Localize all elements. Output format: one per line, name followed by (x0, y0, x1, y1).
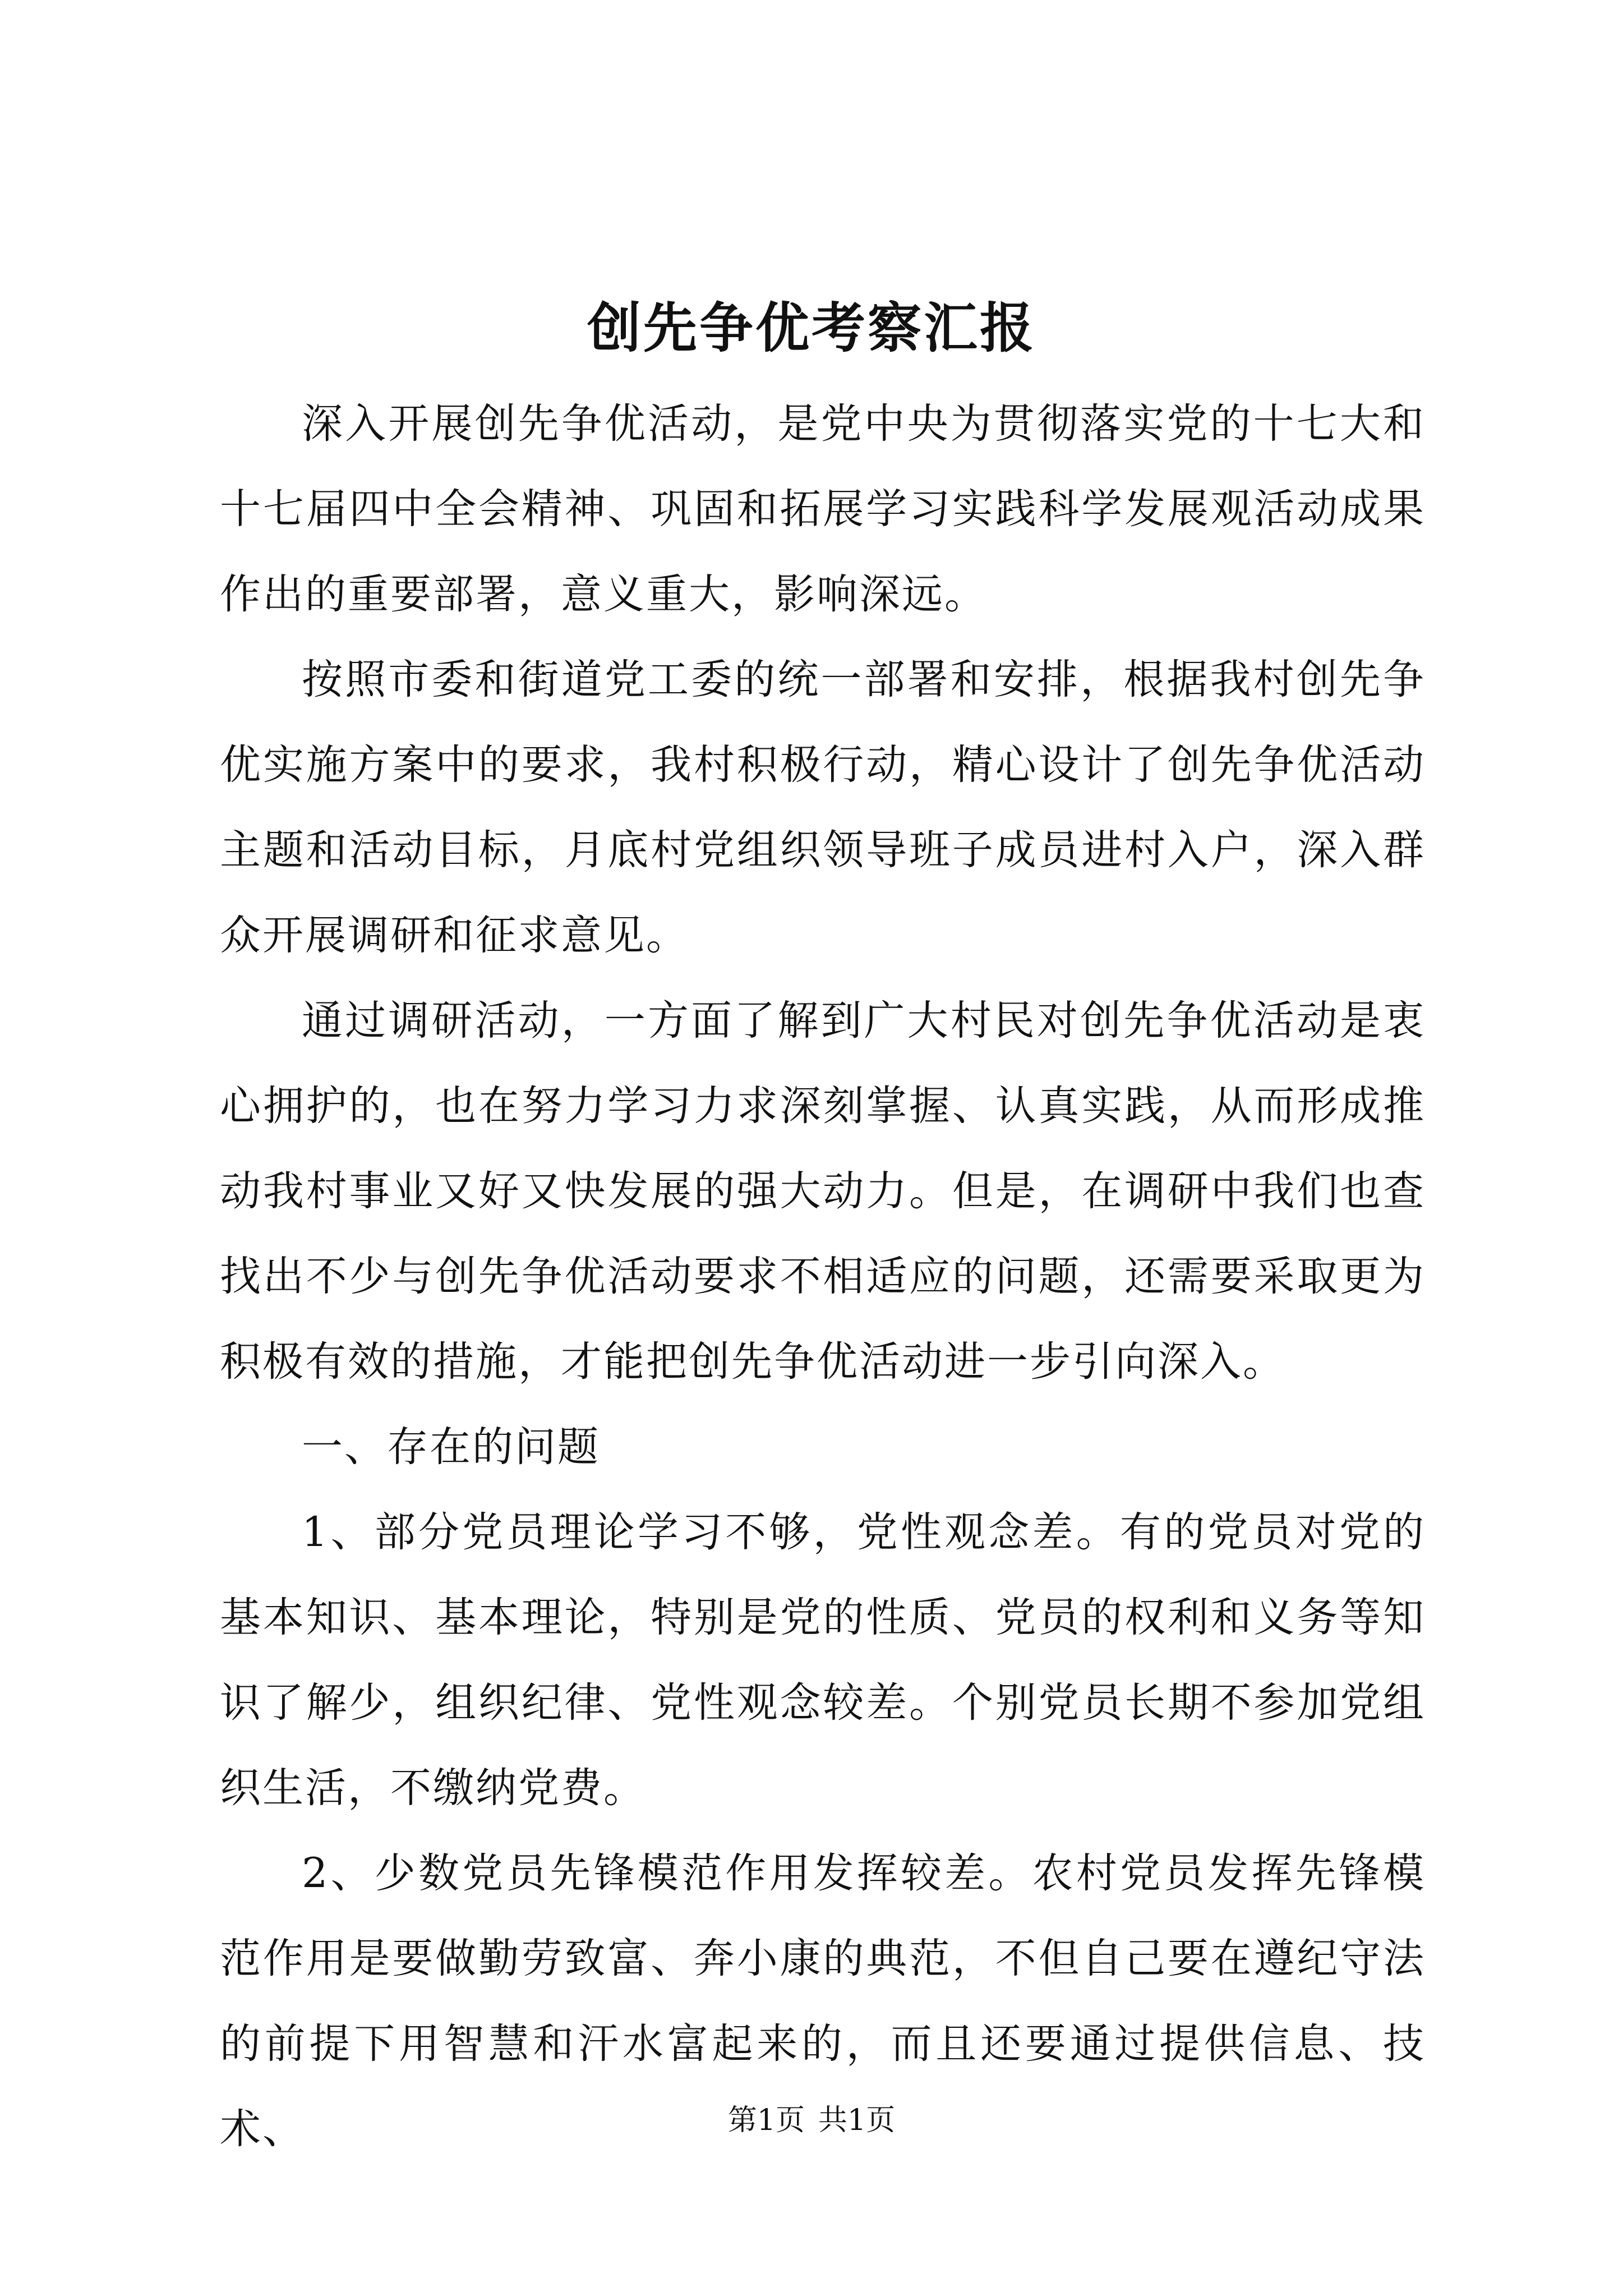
page-number-total: 共1页 (818, 2104, 896, 2137)
page-number-current: 第1页 (727, 2104, 805, 2137)
document-body (220, 381, 1426, 2172)
section-heading-problems: 一、存在的问题 (302, 1423, 600, 1471)
page-footer (0, 2101, 1623, 2140)
paragraph-problem-1: 1、部分党员理论学习不够，党性观念差。有的党员对党的基本知识、基本理论，特别是党的性质、党员的权利和义务等知识了解少，组织纪律、党性观念较差。个别党员长期不参加党组织生活，不缴纳党费。 (220, 1508, 1426, 1812)
paragraph-research: 通过调研活动，一方面了解到广大村民对创先争优活动是衷心拥护的，也在努力学习力求深刻掌握、认真实践，从而形成推动我村事业又好又快发展的强大动力。但是，在调研中我们也查找出不少与创先争优活动要求不相适应的问题，还需要采取更为积极有效的措施，才能把创先争优活动进一步引向深入。 (220, 997, 1426, 1386)
paragraph-arrangement: 按照市委和街道党工委的统一部署和安排，根据我村创先争优实施方案中的要求，我村积极行动，精心设计了创先争优活动主题和活动目标，月底村党组织领导班子成员进村入户，深入群众开展调研和征求意见。 (220, 656, 1426, 959)
document-title: 创先争优考察汇报 (587, 296, 1036, 360)
paragraph-problem-2: 2、少数党员先锋模范作用发挥较差。农村党员发挥先锋模范作用是要做勤劳致富、奔小康的典范，不但自己要在遵纪守法的前提下用智慧和汗水富起来的，而且还要通过提供信息、技术、 (220, 1849, 1426, 2153)
paragraph-intro: 深入开展创先争优活动，是党中央为贯彻落实党的十七大和十七届四中全会精神、巩固和拓展学习实践科学发展观活动成果作出的重要部署，意义重大，影响深远。 (220, 400, 1426, 618)
